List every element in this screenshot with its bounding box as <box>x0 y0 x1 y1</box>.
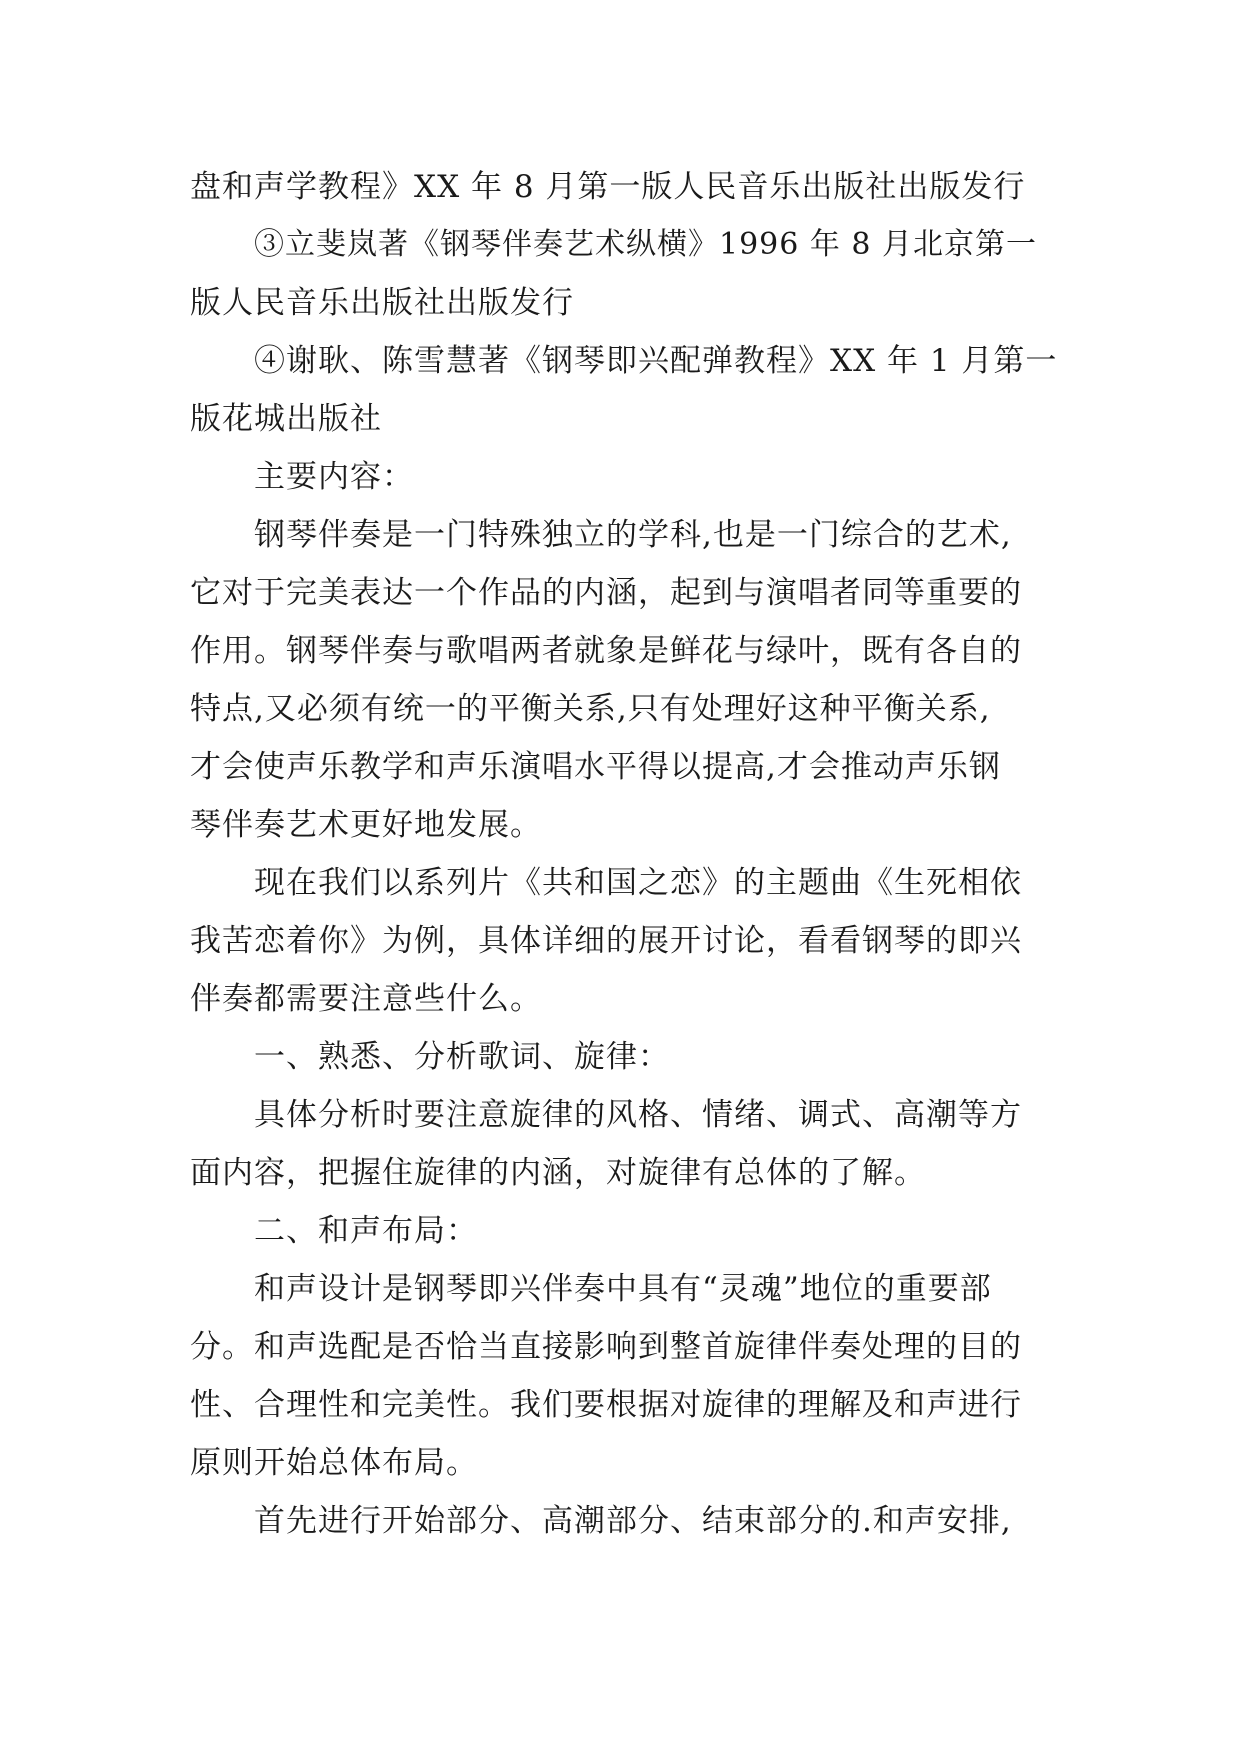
text-line: 盘和声学教程》XX 年 8 月第一版人民音乐出版社出版发行 <box>190 169 1026 205</box>
section-heading: 二、和声布局： <box>254 1213 478 1249</box>
text-line: ④谢耿、陈雪慧著《钢琴即兴配弹教程》XX 年 1 月第一 <box>254 343 1058 379</box>
text-line: 特点,又必须有统一的平衡关系,只有处理好这种平衡关系, <box>190 691 991 727</box>
text-line: 版花城出版社 <box>190 401 382 437</box>
text-line: 面内容，把握住旋律的内涵，对旋律有总体的了解。 <box>190 1155 926 1191</box>
text-line: 和声设计是钢琴即兴伴奏中具有“灵魂”地位的重要部 <box>254 1271 992 1307</box>
text-line: 我苦恋着你》为例，具体详细的展开讨论，看看钢琴的即兴 <box>190 923 1022 959</box>
text-line: 分。和声选配是否恰当直接影响到整首旋律伴奏处理的目的 <box>190 1329 1022 1365</box>
text-line: 版人民音乐出版社出版发行 <box>190 285 574 321</box>
text-line: 具体分析时要注意旋律的风格、情绪、调式、高潮等方 <box>254 1097 1022 1133</box>
text-line: 作用。钢琴伴奏与歌唱两者就象是鲜花与绿叶，既有各自的 <box>190 633 1022 669</box>
text-line: 琴伴奏艺术更好地发展。 <box>190 807 542 843</box>
text-line: 它对于完美表达一个作品的内涵，起到与演唱者同等重要的 <box>190 575 1022 611</box>
text-line: 伴奏都需要注意些什么。 <box>190 981 542 1017</box>
text-line: 原则开始总体布局。 <box>190 1445 478 1481</box>
text-line: 钢琴伴奏是一门特殊独立的学科,也是一门综合的艺术, <box>254 517 1012 553</box>
text-line: 现在我们以系列片《共和国之恋》的主题曲《生死相依 <box>254 865 1022 901</box>
text-line: 才会使声乐教学和声乐演唱水平得以提高,才会推动声乐钢 <box>190 749 1001 785</box>
text-line: ③立斐岚著《钢琴伴奏艺术纵横》1996 年 8 月北京第一 <box>254 227 1038 262</box>
text-line: 性、合理性和完美性。我们要根据对旋律的理解及和声进行 <box>190 1387 1022 1423</box>
section-heading: 一、熟悉、分析歌词、旋律： <box>254 1039 670 1075</box>
text-line: 首先进行开始部分、高潮部分、结束部分的.和声安排, <box>254 1503 1012 1539</box>
section-heading: 主要内容： <box>254 459 414 495</box>
document-body <box>190 158 1060 1550</box>
